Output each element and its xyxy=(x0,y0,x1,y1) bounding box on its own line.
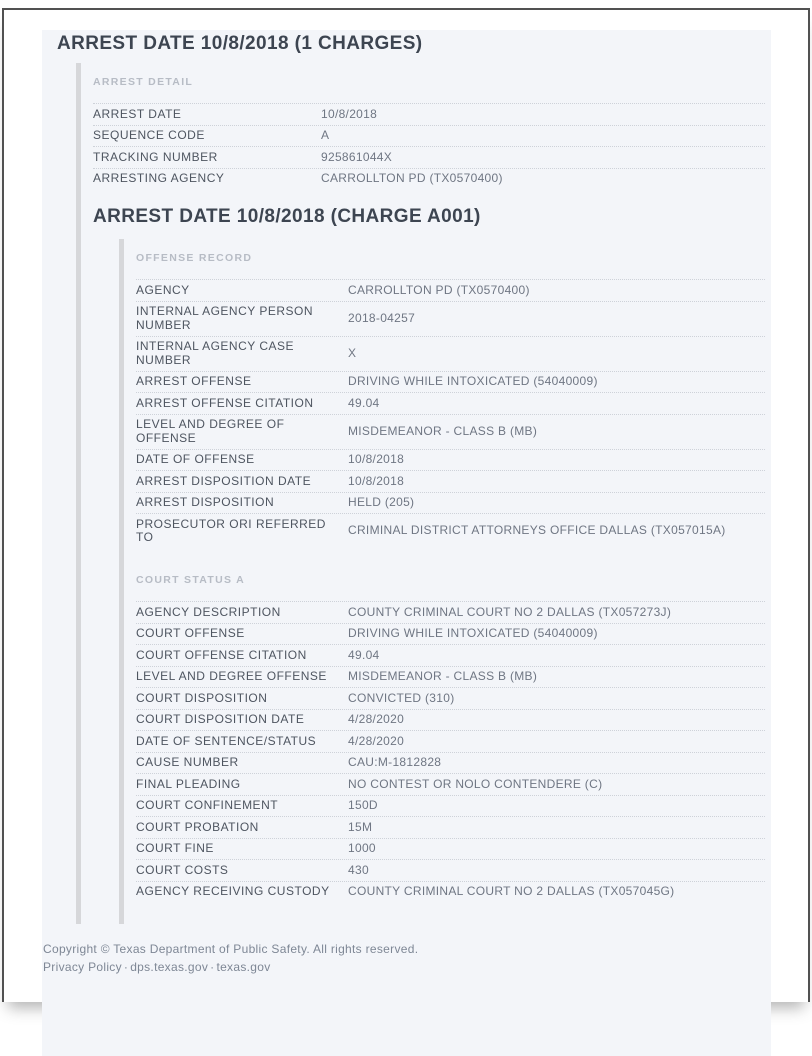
charge-group xyxy=(119,239,765,924)
row-label: FINAL PLEADING xyxy=(136,776,241,791)
row-value: MISDEMEANOR - CLASS B (MB) xyxy=(348,669,538,683)
table-row xyxy=(136,687,765,709)
row-value: CRIMINAL DISTRICT ATTORNEYS OFFICE DALLAS (TX057015A) xyxy=(348,523,726,538)
row-value: CARROLLTON PD (TX0570400) xyxy=(348,282,530,297)
row-label: COURT FINE xyxy=(136,841,214,855)
row-label: COURT DISPOSITION xyxy=(136,690,268,705)
table-row xyxy=(136,513,765,548)
row-value: 925861044X xyxy=(321,149,393,164)
footer-separator: · xyxy=(123,960,129,974)
table-row xyxy=(136,279,765,301)
court-status-table xyxy=(136,601,765,902)
table-row xyxy=(136,773,765,795)
row-label: PROSECUTOR ORI REFERRED TO xyxy=(136,516,326,544)
row-value: DRIVING WHILE INTOXICATED (54040009) xyxy=(348,374,598,388)
table-row xyxy=(136,859,765,881)
row-value: NO CONTEST OR NOLO CONTENDERE (C) xyxy=(348,776,603,791)
row-label: ARREST DISPOSITION DATE xyxy=(136,473,312,488)
table-row xyxy=(136,301,765,336)
row-label: ARREST DATE xyxy=(93,106,182,121)
table-row xyxy=(136,838,765,860)
row-label: LEVEL AND DEGREE OF OFFENSE xyxy=(136,417,285,445)
row-value: HELD (205) xyxy=(348,495,415,509)
row-value: CAU:M-1812828 xyxy=(348,755,442,769)
row-value: 49.04 xyxy=(348,647,380,662)
row-value: X xyxy=(348,345,357,360)
arrest-detail-table xyxy=(93,103,765,189)
table-row xyxy=(136,881,765,903)
table-row xyxy=(136,730,765,752)
row-label: AGENCY DESCRIPTION xyxy=(136,604,281,619)
row-label: SEQUENCE CODE xyxy=(93,128,205,142)
row-label: CAUSE NUMBER xyxy=(136,755,239,769)
row-value: 10/8/2018 xyxy=(348,452,405,466)
row-label: ARRESTING AGENCY xyxy=(93,171,225,185)
row-value: 2018-04257 xyxy=(348,310,416,325)
table-row xyxy=(136,449,765,471)
row-label: INTERNAL AGENCY PERSON NUMBER xyxy=(136,304,314,332)
table-row xyxy=(136,752,765,774)
table-row xyxy=(136,666,765,688)
section-label-arrest-detail: ARREST DETAIL xyxy=(93,76,194,88)
table-row xyxy=(93,168,765,190)
table-row xyxy=(136,709,765,731)
privacy-policy-link[interactable]: Privacy Policy xyxy=(43,960,122,974)
row-value: DRIVING WHILE INTOXICATED (54040009) xyxy=(348,626,598,640)
row-value: CONVICTED (310) xyxy=(348,690,455,705)
row-label: COURT COSTS xyxy=(136,862,229,877)
row-value: MISDEMEANOR - CLASS B (MB) xyxy=(348,423,538,438)
row-label: COURT DISPOSITION DATE xyxy=(136,712,305,726)
row-label: INTERNAL AGENCY CASE NUMBER xyxy=(136,339,295,367)
texas-gov-link[interactable]: texas.gov xyxy=(216,960,271,974)
record-content xyxy=(42,30,771,924)
row-label: COURT CONFINEMENT xyxy=(136,798,279,812)
row-value: 10/8/2018 xyxy=(321,106,378,121)
row-value: 15M xyxy=(348,819,373,834)
table-row xyxy=(136,470,765,492)
table-row xyxy=(136,623,765,645)
row-value: CARROLLTON PD (TX0570400) xyxy=(321,171,503,185)
table-row xyxy=(136,795,765,817)
table-row xyxy=(136,601,765,623)
row-value: 1000 xyxy=(348,841,376,855)
offense-record-table xyxy=(136,279,765,548)
table-row xyxy=(136,392,765,414)
table-row xyxy=(136,492,765,514)
row-label: DATE OF SENTENCE/STATUS xyxy=(136,733,317,748)
table-row xyxy=(93,103,765,125)
row-label: ARREST OFFENSE xyxy=(136,374,252,388)
row-label: COURT PROBATION xyxy=(136,819,259,834)
row-label: AGENCY RECEIVING CUSTODY xyxy=(136,884,330,898)
row-value: 10/8/2018 xyxy=(348,473,405,488)
row-label: DATE OF OFFENSE xyxy=(136,452,255,466)
row-label: ARREST OFFENSE CITATION xyxy=(136,395,314,410)
row-value: 49.04 xyxy=(348,395,380,410)
table-row xyxy=(136,644,765,666)
dps-texas-gov-link[interactable]: dps.texas.gov xyxy=(130,960,209,974)
copyright-text: Copyright © Texas Department of Public Safety. All rights reserved. xyxy=(43,942,419,956)
row-label: AGENCY xyxy=(136,282,190,297)
table-row xyxy=(136,336,765,371)
record-card xyxy=(42,30,771,1056)
row-label: COURT OFFENSE xyxy=(136,626,245,640)
arrest-group xyxy=(76,63,765,924)
row-label: COURT OFFENSE CITATION xyxy=(136,647,307,662)
arrest-group-heading: ARREST DATE 10/8/2018 (1 CHARGES) xyxy=(57,33,423,54)
row-value: 4/28/2020 xyxy=(348,712,405,726)
table-row xyxy=(136,816,765,838)
row-value: COUNTY CRIMINAL COURT NO 2 DALLAS (TX057273J) xyxy=(348,604,672,619)
table-row xyxy=(93,146,765,168)
section-label-court-status: COURT STATUS A xyxy=(136,574,245,586)
table-row xyxy=(136,414,765,449)
row-label: TRACKING NUMBER xyxy=(93,149,218,164)
row-value: 150D xyxy=(348,798,378,812)
footer-separator: · xyxy=(210,960,215,974)
row-value: 430 xyxy=(348,862,369,877)
charge-group-heading: ARREST DATE 10/8/2018 (CHARGE A001) xyxy=(93,206,481,227)
row-label: ARREST DISPOSITION xyxy=(136,495,275,509)
table-row xyxy=(136,371,765,393)
section-label-offense-record: OFFENSE RECORD xyxy=(136,252,253,264)
row-label: LEVEL AND DEGREE OFFENSE xyxy=(136,669,327,683)
row-value: COUNTY CRIMINAL COURT NO 2 DALLAS (TX057045G) xyxy=(348,884,675,898)
page-frame xyxy=(2,8,810,1002)
row-value: 4/28/2020 xyxy=(348,733,405,748)
table-row xyxy=(93,125,765,147)
page-footer xyxy=(42,940,771,976)
footer-links xyxy=(43,958,771,976)
row-value: A xyxy=(321,128,330,142)
